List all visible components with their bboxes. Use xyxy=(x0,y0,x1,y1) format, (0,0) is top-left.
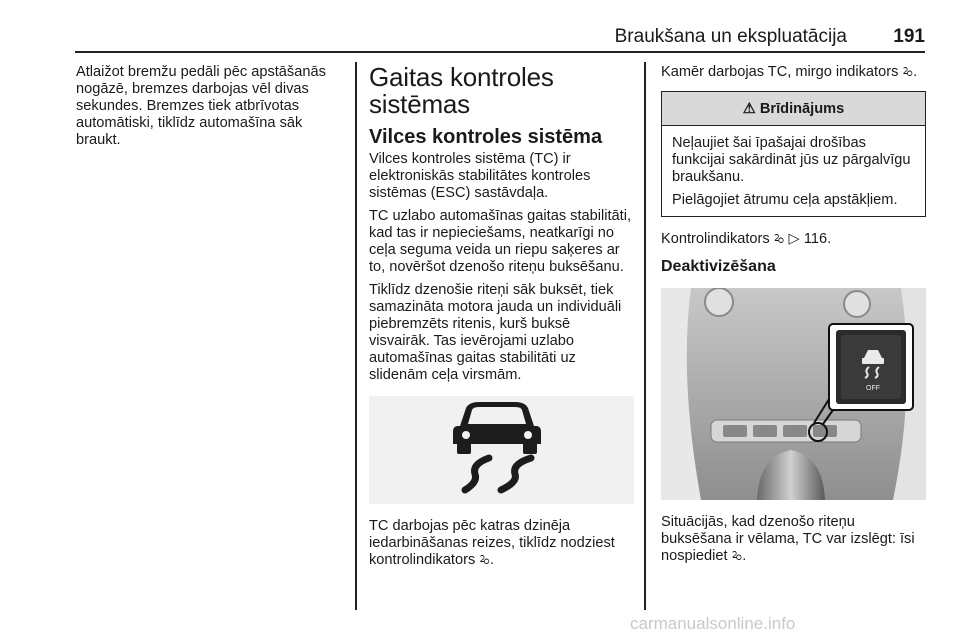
paragraph: Kamēr darbojas TC, mirgo indikators ꕫ. xyxy=(661,64,918,80)
paragraph-text: TC darbojas pēc katras dzinēja iedarbināšanas reizes, tiklīdz nodziest kontrolindikators xyxy=(369,518,615,568)
traction-control-symbol: ꕫ xyxy=(731,549,743,563)
warning-icon: ⚠ xyxy=(742,101,756,117)
paragraph-text: Kamēr darbojas TC, mirgo indikators xyxy=(661,64,899,80)
paragraph-text: Situācijās, kad dzenošo riteņu buksēšana ir vēlama, TC var izslēgt: īsi nospiediet xyxy=(661,514,915,564)
paragraph: Pielāgojiet ātrumu ceļa apstākļiem. xyxy=(672,192,898,208)
column-divider xyxy=(644,62,646,610)
warning-body xyxy=(662,126,925,216)
column-3 xyxy=(661,64,926,571)
traction-control-symbol: ꕫ xyxy=(773,232,785,246)
paragraph xyxy=(661,231,926,248)
paragraph: Tiklīdz dzenošie riteņi sāk buksēt, tiek samazināta motora jauda un individuāli piebremzēts ritenis, kurš buksē visvairāk. Tas ievērojami uzlabo automašīnas gaitas stabilitāti uz slidenām ceļa virsmām. xyxy=(369,282,622,383)
column-1 xyxy=(76,64,346,155)
console-photo xyxy=(661,288,926,500)
paragraph: Atlaižot bremžu pedāli pēc apstāšanās nogāzē, bremzes darbojas vēl divas sekundes. Bremzes tiek atbrīvotas automātiski, tiklīdz automašīna sāk braukt. xyxy=(76,64,326,148)
paragraph: Vilces kontroles sistēma (TC) ir elektroniskās stabilitātes kontroles sistēmas (ESC) sastāvdaļa. xyxy=(369,151,591,201)
off-label: OFF xyxy=(866,385,880,392)
watermark: carmanualsonline.info xyxy=(630,614,796,633)
paragraph: Situācijās, kad dzenošo riteņu buksēšana ir vēlama, TC var izslēgt: īsi nospiediet ꕫ. xyxy=(661,514,915,564)
paragraph-text: Kontrolindikators xyxy=(661,231,770,247)
subsection-title: Vilces kontroles sistēma xyxy=(369,126,603,148)
page-reference: 116. xyxy=(803,231,832,247)
warning-header xyxy=(662,92,925,126)
header-rule xyxy=(75,51,925,53)
warning-box xyxy=(661,91,926,217)
warning-title: Brīdinājums xyxy=(759,100,845,117)
header-title: Braukšana un ekspluatācija xyxy=(614,26,847,47)
paragraph: TC uzlabo automašīnas gaitas stabilitāti, kad tas ir nepieciešams, neatkarīgi no ceļa seguma veida un riepu saķeres ar to, novēršot dzenošo riteņu buksēšanu. xyxy=(369,208,632,275)
traction-control-symbol: ꕫ xyxy=(902,65,914,79)
console-illustration xyxy=(661,288,926,500)
traction-control-symbol: ꕫ xyxy=(479,553,491,567)
paragraph: TC darbojas pēc katras dzinēja iedarbināšanas reizes, tiklīdz nodziest kontrolindikators ꕫ. xyxy=(369,518,615,568)
traction-control-figure xyxy=(369,396,634,504)
page-reference-arrow: ▷ xyxy=(788,231,800,247)
column-divider xyxy=(355,62,357,610)
traction-control-icon xyxy=(369,396,634,504)
section-title: Gaitas kontroles sistēmas xyxy=(369,62,554,119)
subsection-title: Deaktivizēšana xyxy=(661,258,776,275)
paragraph: Neļaujiet šai īpašajai drošības funkcijai sakārdināt jūs uz pārgalvīgu braukšanu. xyxy=(672,135,911,185)
page-header xyxy=(75,26,925,50)
page-number: 191 xyxy=(893,26,925,47)
column-2 xyxy=(369,64,634,575)
